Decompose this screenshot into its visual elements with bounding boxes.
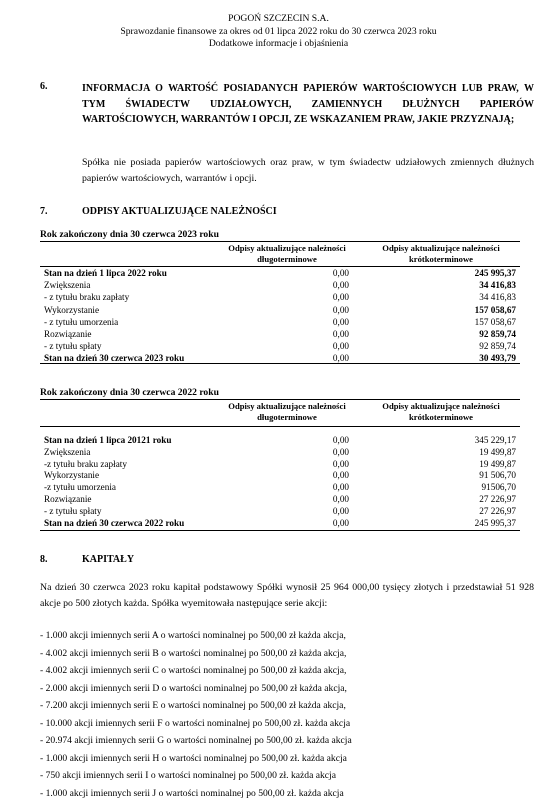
row-long-term-value: 0,00 xyxy=(332,458,349,469)
table-row xyxy=(40,435,520,446)
list-item: - 1.000 akcji imiennych serii A o wartości nominalnej po 500,00 zł każda akcja, xyxy=(40,630,346,641)
row-label: -z tytułu braku zapłaty xyxy=(44,458,127,469)
row-label: Wykorzystanie xyxy=(44,304,100,315)
table-2023-bottom-rule xyxy=(40,363,520,364)
table-2022-col-short-term: Odpisy aktualizujące należności krótkoterminowe xyxy=(382,401,500,422)
row-label: - z tytułu braku zapłaty xyxy=(44,292,130,303)
section-7-title: ODPISY AKTUALIZUJĄCE NALEŻNOŚCI xyxy=(82,206,277,217)
table-row xyxy=(40,341,520,352)
row-label: - z tytułu umorzenia xyxy=(44,316,119,327)
table-row xyxy=(40,447,520,458)
company-name: POGOŃ SZCZECIN S.A. xyxy=(228,13,329,24)
row-long-term-value: 0,00 xyxy=(332,280,349,291)
row-label: -z tytułu umorzenia xyxy=(44,482,116,493)
row-long-term-value: 0,00 xyxy=(332,482,349,493)
row-long-term-value: 0,00 xyxy=(332,268,349,278)
table-row xyxy=(40,329,520,340)
table-row xyxy=(40,494,520,505)
list-item: - 10.000 akcji imiennych serii F o wartości nominalnej po 500,00 zł. każda akcja xyxy=(40,717,351,729)
row-label: Rozwiązanie xyxy=(44,329,92,339)
row-short-term-value: 345 229,17 xyxy=(474,435,516,445)
row-short-term-value: 157 058,67 xyxy=(474,304,516,315)
row-short-term-value: 27 226,97 xyxy=(479,494,516,504)
table-row xyxy=(40,482,520,493)
list-item: - 750 akcji imiennych serii I o wartości nominalnej po 500,00 zł. każda akcja xyxy=(40,770,336,781)
row-long-term-value: 0,00 xyxy=(332,316,349,327)
report-title: Sprawozdanie finansowe za okres od 01 lipca 2022 roku do 30 czerwca 2023 roku xyxy=(120,25,437,37)
row-long-term-value: 0,00 xyxy=(332,353,349,364)
row-long-term-value: 0,00 xyxy=(332,341,349,352)
table-2022-caption: Rok zakończony dnia 30 czerwca 2022 roku xyxy=(40,387,219,398)
row-long-term-value: 0,00 xyxy=(332,517,349,528)
table-2023-top-rule xyxy=(40,241,520,242)
list-item: - 20.974 akcji imiennych serii G o wartości nominalnej po 500,00 zł. każda akcja xyxy=(40,735,352,746)
table-row xyxy=(40,470,520,481)
row-short-term-value: 19 499,87 xyxy=(479,458,516,469)
row-long-term-value: 0,00 xyxy=(332,304,349,315)
row-short-term-value: 245 995,37 xyxy=(474,517,516,528)
row-label: Stan na dzień 1 lipca 20121 roku xyxy=(44,435,172,445)
table-row xyxy=(40,506,520,517)
section-6-body: Spółka nie posiada papierów wartościowych oraz praw, w tym świadectw udziałowych zmiennych dłużnych papierów wartościowych, warrantów i opcji. xyxy=(82,157,534,184)
list-item: - 7.200 akcji imiennych serii E o wartości nominalnej po 500,00 zł każda akcja, xyxy=(40,700,346,711)
row-label: Stan na dzień 30 czerwca 2023 roku xyxy=(44,353,185,364)
table-2023-caption: Rok zakończony dnia 30 czerwca 2023 roku xyxy=(40,229,219,240)
row-label: Zwiększenia xyxy=(44,446,91,457)
table-2023-col-short-term: Odpisy aktualizujące należności krótkoterminowe xyxy=(382,243,500,264)
row-short-term-value: 30 493,79 xyxy=(479,353,516,364)
table-2023-col-long-term: Odpisy aktualizujące należności długoterminowe xyxy=(228,243,346,264)
row-short-term-value: 92 859,74 xyxy=(479,341,516,352)
row-long-term-value: 0,00 xyxy=(332,494,349,504)
row-label: Stan na dzień 30 czerwca 2022 roku xyxy=(44,517,185,528)
table-row xyxy=(40,305,520,316)
page-header xyxy=(0,13,557,51)
table-row xyxy=(40,280,520,291)
section-8-title: KAPITAŁY xyxy=(82,554,135,565)
table-row xyxy=(40,459,520,470)
report-subtitle: Dodatkowe informacje i objaśnienia xyxy=(208,38,349,49)
row-label: - z tytułu spłaty xyxy=(44,505,102,516)
row-short-term-value: 34 416,83 xyxy=(479,280,516,291)
table-row xyxy=(40,317,520,328)
table-row xyxy=(40,518,520,529)
list-item: - 1.000 akcji imiennych serii H o wartości nominalnej po 500,00 zł. każda akcja xyxy=(40,752,347,764)
list-item: - 2.000 akcji imiennych serii D o wartości nominalnej po 500,00 zł każda akcja, xyxy=(40,682,347,694)
table-2023-header-rule xyxy=(40,266,520,267)
row-short-term-value: 92 859,74 xyxy=(479,329,516,339)
row-long-term-value: 0,00 xyxy=(332,446,349,457)
table-2022-top-rule xyxy=(40,399,520,400)
table-2022-bottom-rule xyxy=(40,530,520,531)
section-8-number: 8. xyxy=(40,554,48,565)
row-long-term-value: 0,00 xyxy=(332,505,349,516)
row-long-term-value: 0,00 xyxy=(332,470,349,481)
row-long-term-value: 0,00 xyxy=(332,435,349,445)
row-short-term-value: 27 226,97 xyxy=(479,505,516,516)
row-label: Zwiększenia xyxy=(44,280,91,291)
row-short-term-value: 34 416,83 xyxy=(479,292,516,303)
table-row xyxy=(40,268,520,279)
row-short-term-value: 91506,70 xyxy=(481,482,516,493)
row-short-term-value: 157 058,67 xyxy=(474,316,516,327)
list-item: - 4.002 akcji imiennych serii C o wartości nominalnej po 500,00 zł każda akcja, xyxy=(40,665,347,676)
section-8-body: Na dzień 30 czerwca 2023 roku kapitał podstawowy Spółki wynosił 25 964 000,00 tysięcy złotych i przedstawiał 51 928 akcje po 500 złotych każda. Spółka wyemitowała następujące serie akcji: xyxy=(40,582,534,609)
list-item: - 1.000 akcji imiennych serii J o wartości nominalnej po 500,00 zł. każda akcja xyxy=(40,787,344,799)
section-7-number: 7. xyxy=(40,206,48,217)
row-short-term-value: 245 995,37 xyxy=(474,268,516,278)
row-long-term-value: 0,00 xyxy=(332,292,349,303)
row-long-term-value: 0,00 xyxy=(332,329,349,339)
row-label: Stan na dzień 1 lipca 2022 roku xyxy=(44,268,167,278)
section-6-number: 6. xyxy=(40,81,48,92)
table-row xyxy=(40,292,520,303)
section-6-title: INFORMACJA O WARTOŚĆ POSIADANYCH PAPIERÓW WARTOŚCIOWYCH LUB PRAW, W TYM ŚWIADECTW UDZIAŁOWYCH, ZAMIENNYCH DŁUŻNYCH PAPIERÓW WARTOŚCIOWYCH, WARRANTÓW I OPCJI, ZE WSKAZANIEM PRAW, JAKIE PRZYZNAJĄ; xyxy=(82,83,534,125)
row-short-term-value: 19 499,87 xyxy=(479,446,516,457)
row-label: Rozwiązanie xyxy=(44,494,92,504)
table-2022-header-rule xyxy=(40,426,520,427)
table-2022-col-long-term: Odpisy aktualizujące należności długoterminowe xyxy=(228,401,346,422)
row-label: Wykorzystanie xyxy=(44,470,100,481)
row-short-term-value: 91 506,70 xyxy=(479,470,516,481)
list-item: - 4.002 akcji imiennych serii B o wartości nominalnej po 500,00 zł każda akcja, xyxy=(40,647,347,659)
row-label: - z tytułu spłaty xyxy=(44,341,102,352)
